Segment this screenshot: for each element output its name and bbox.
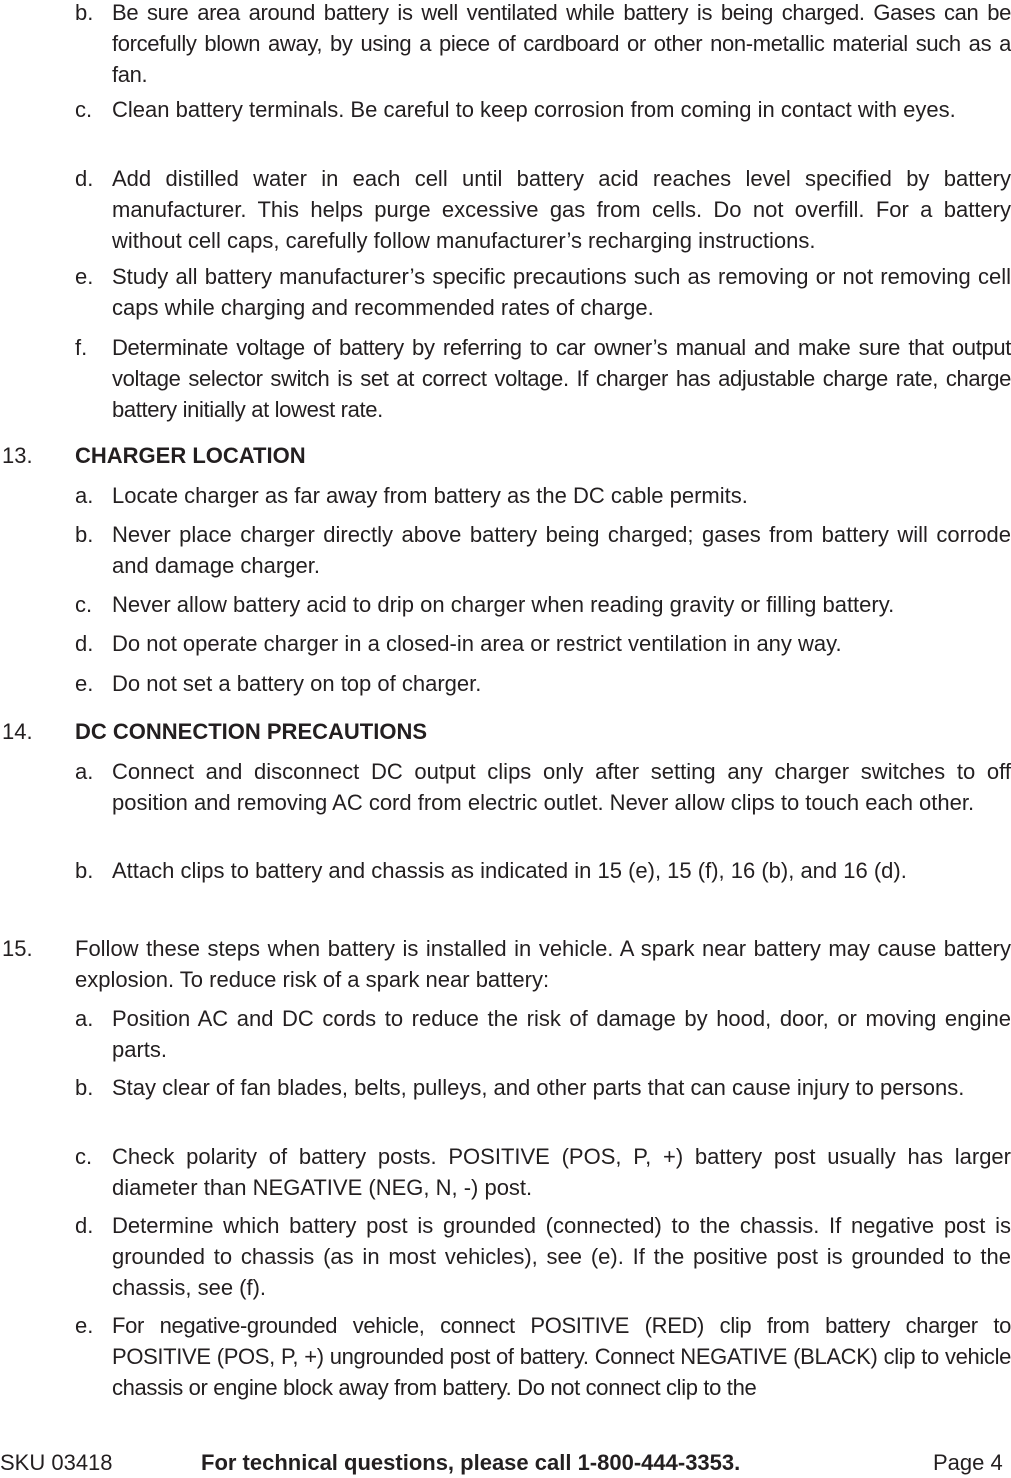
item-letter: d. (75, 166, 94, 191)
item-letter: b. (75, 0, 94, 25)
item-letter: e. (75, 671, 94, 696)
list-item: Connect and disconnect DC output clips only after setting any charger switches to off position and removing AC cord from electric outlet. Never allow clips to touch each other. (112, 759, 1011, 815)
item-letter: f. (75, 335, 88, 360)
list-item: Clean battery terminals. Be careful to keep corrosion from coming in contact with eyes. (112, 97, 956, 122)
item-letter: e. (75, 1313, 94, 1338)
section-heading: DC CONNECTION PRECAUTIONS (75, 719, 428, 744)
section-number: 14. (2, 719, 33, 744)
list-item: Study all battery manufacturer’s specific precautions such as removing or not removing cell caps while charging and recommended rates of charge. (112, 264, 1011, 320)
list-item: Add distilled water in each cell until battery acid reaches level specified by battery manufacturer. This helps purge excessive gas from cells. Do not overfill. For a battery without cell caps, carefully follow manufacturer’s recharging instructions. (112, 166, 1011, 253)
section-number: 15. (2, 936, 33, 961)
list-item: Never allow battery acid to drip on charger when reading gravity or filling battery. (112, 592, 895, 617)
list-item: Locate charger as far away from battery as the DC cable permits. (112, 483, 748, 508)
item-letter: c. (75, 1144, 93, 1169)
item-letter: b. (75, 1075, 94, 1100)
item-letter: d. (75, 1213, 94, 1238)
list-item: Determinate voltage of battery by referring to car owner’s manual and make sure that output voltage selector switch is set at correct voltage. If charger has adjustable charge rate, charge battery initially at lowest rate. (112, 335, 1011, 422)
list-item: Be sure area around battery is well ventilated while battery is being charged. Gases can be forcefully blown away, by using a piece of cardboard or other non-metallic material such as a fan. (112, 0, 1011, 87)
list-item: Never place charger directly above battery being charged; gases from battery will corrode and damage charger. (112, 522, 1011, 578)
item-letter: e. (75, 264, 94, 289)
item-letter: b. (75, 522, 94, 547)
item-letter: b. (75, 858, 94, 883)
item-letter: c. (75, 592, 93, 617)
item-letter: a. (75, 759, 94, 784)
item-letter: a. (75, 1006, 94, 1031)
list-item: Do not operate charger in a closed-in area or restrict ventilation in any way. (112, 631, 842, 656)
footer-page-number: Page 4 (933, 1450, 1003, 1475)
footer-sku: SKU 03418 (0, 1450, 113, 1475)
item-letter: a. (75, 483, 94, 508)
list-item: Position AC and DC cords to reduce the risk of damage by hood, door, or moving engine parts. (112, 1006, 1011, 1062)
list-item: Check polarity of battery posts. POSITIVE (POS, P, +) battery post usually has larger diameter than NEGATIVE (NEG, N, -) post. (112, 1144, 1011, 1200)
list-item: Determine which battery post is grounded (connected) to the chassis. If negative post is grounded to chassis (as in most vehicles), see (e). If the positive post is grounded to the chassis, see (f). (112, 1213, 1011, 1300)
item-letter: d. (75, 631, 94, 656)
section-intro: Follow these steps when battery is installed in vehicle. A spark near battery may cause battery explosion. To reduce risk of a spark near battery: (75, 936, 1011, 992)
item-letter: c. (75, 97, 93, 122)
list-item: For negative-grounded vehicle, connect POSITIVE (RED) clip from battery charger to POSITIVE (POS, P, +) ungrounded post of battery. Connect NEGATIVE (BLACK) clip to vehicle chassis or engine block away from battery. Do not connect clip to the (112, 1313, 1011, 1400)
section-number: 13. (2, 443, 33, 468)
footer-contact: For technical questions, please call 1-800-444-3353. (201, 1450, 741, 1475)
section-heading: CHARGER LOCATION (75, 443, 306, 468)
list-item: Attach clips to battery and chassis as indicated in 15 (e), 15 (f), 16 (b), and 16 (d). (112, 858, 907, 883)
list-item: Stay clear of fan blades, belts, pulleys, and other parts that can cause injury to persons. (112, 1075, 965, 1100)
list-item: Do not set a battery on top of charger. (112, 671, 482, 696)
